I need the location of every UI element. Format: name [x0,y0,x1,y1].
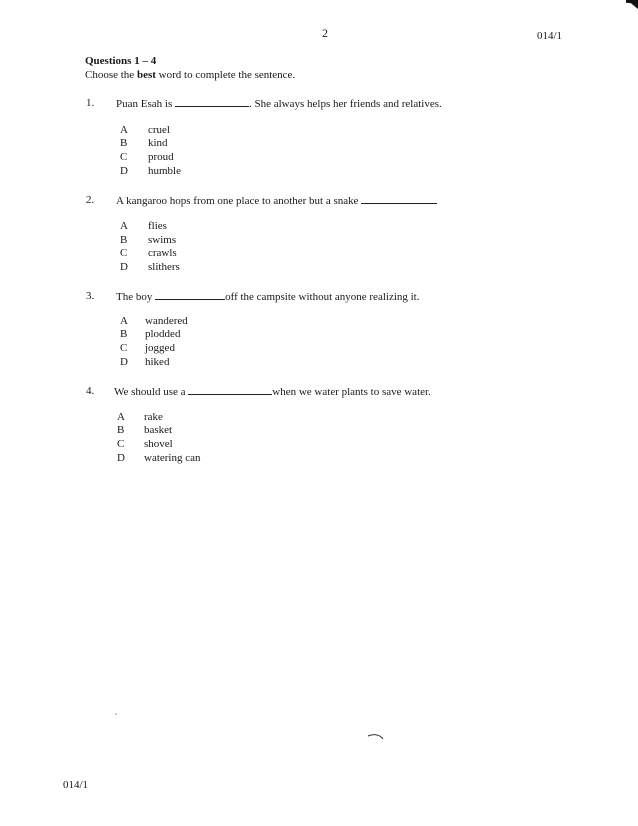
question-4-blank [188,385,272,395]
q4-option-a-text: rake [144,411,163,423]
question-3-text [116,290,420,303]
question-3-blank [155,290,225,300]
q3-option-c-letter: C [120,342,128,354]
q3-option-b-letter: B [120,328,128,340]
page-number: 2 [322,26,328,40]
section-instruction [85,69,295,81]
q2-option-b-letter: B [120,234,128,246]
stray-dot [115,713,117,715]
q3-option-a-letter: A [120,315,128,327]
q2-option-b-text: swims [148,234,177,246]
corner-mark [626,0,638,9]
question-1-blank [175,97,249,107]
q4-option-b-text: basket [144,424,173,436]
q4-option-d-letter: D [117,452,125,464]
question-2-text-before: A kangaroo hops from one place to another but a snake [116,195,362,207]
question-4-number: 4. [86,385,95,397]
question-2-number: 2. [86,194,95,206]
q3-option-d-text: hiked [145,356,170,368]
q1-option-c-text: proud [148,151,174,163]
question-1-text-after: . She always helps her friends and relatives. [248,98,442,110]
q1-option-b-text: kind [148,137,168,149]
q2-option-d-text: slithers [148,261,180,273]
q1-option-d-letter: D [120,165,128,177]
q3-option-c-text: jogged [145,342,175,354]
q2-option-c-text: crawls [148,247,177,259]
paper-code-header: 014/1 [537,30,563,42]
question-3-text-before: The boy [116,291,156,303]
q4-option-c-letter: C [117,438,125,450]
q2-option-c-letter: C [120,247,128,259]
q1-option-d-text: humble [148,165,181,177]
q1-option-a-letter: A [120,124,128,136]
section-title: Questions 1 – 4 [85,55,157,67]
q1-option-c-letter: C [120,151,128,163]
q1-option-b-letter: B [120,137,128,149]
q2-option-a-letter: A [120,220,128,232]
question-4-text-before: We should use a [114,386,189,398]
paper-code-footer: 014/1 [63,779,89,791]
q3-option-b-text: plodded [145,328,181,340]
q3-option-a-text: wandered [145,315,188,327]
q2-option-a-text: flies [148,220,167,232]
q2-option-d-letter: D [120,261,128,273]
question-3-number: 3. [86,290,95,302]
question-4-text [114,385,431,398]
q4-option-a-letter: A [117,411,125,423]
q4-option-c-text: shovel [144,438,173,450]
q4-option-d-text: watering can [144,452,201,464]
question-1-text-before: Puan Esah is [116,98,175,110]
q1-option-a-text: cruel [148,124,170,136]
question-4-text-after: when we water plants to save water. [272,386,431,398]
q3-option-d-letter: D [120,356,128,368]
question-1-text [116,97,442,110]
question-2-text [116,194,437,207]
q4-option-b-letter: B [117,424,125,436]
instruction-text-end: word to complete the sentence. [155,69,296,81]
instruction-text-start: Choose the [85,69,137,81]
pen-stroke-mark [367,733,385,741]
question-3-text-after: off the campsite without anyone realizing it. [225,291,420,303]
instruction-emphasis: best [136,69,156,81]
question-2-blank [361,194,437,204]
question-1-number: 1. [86,97,95,109]
